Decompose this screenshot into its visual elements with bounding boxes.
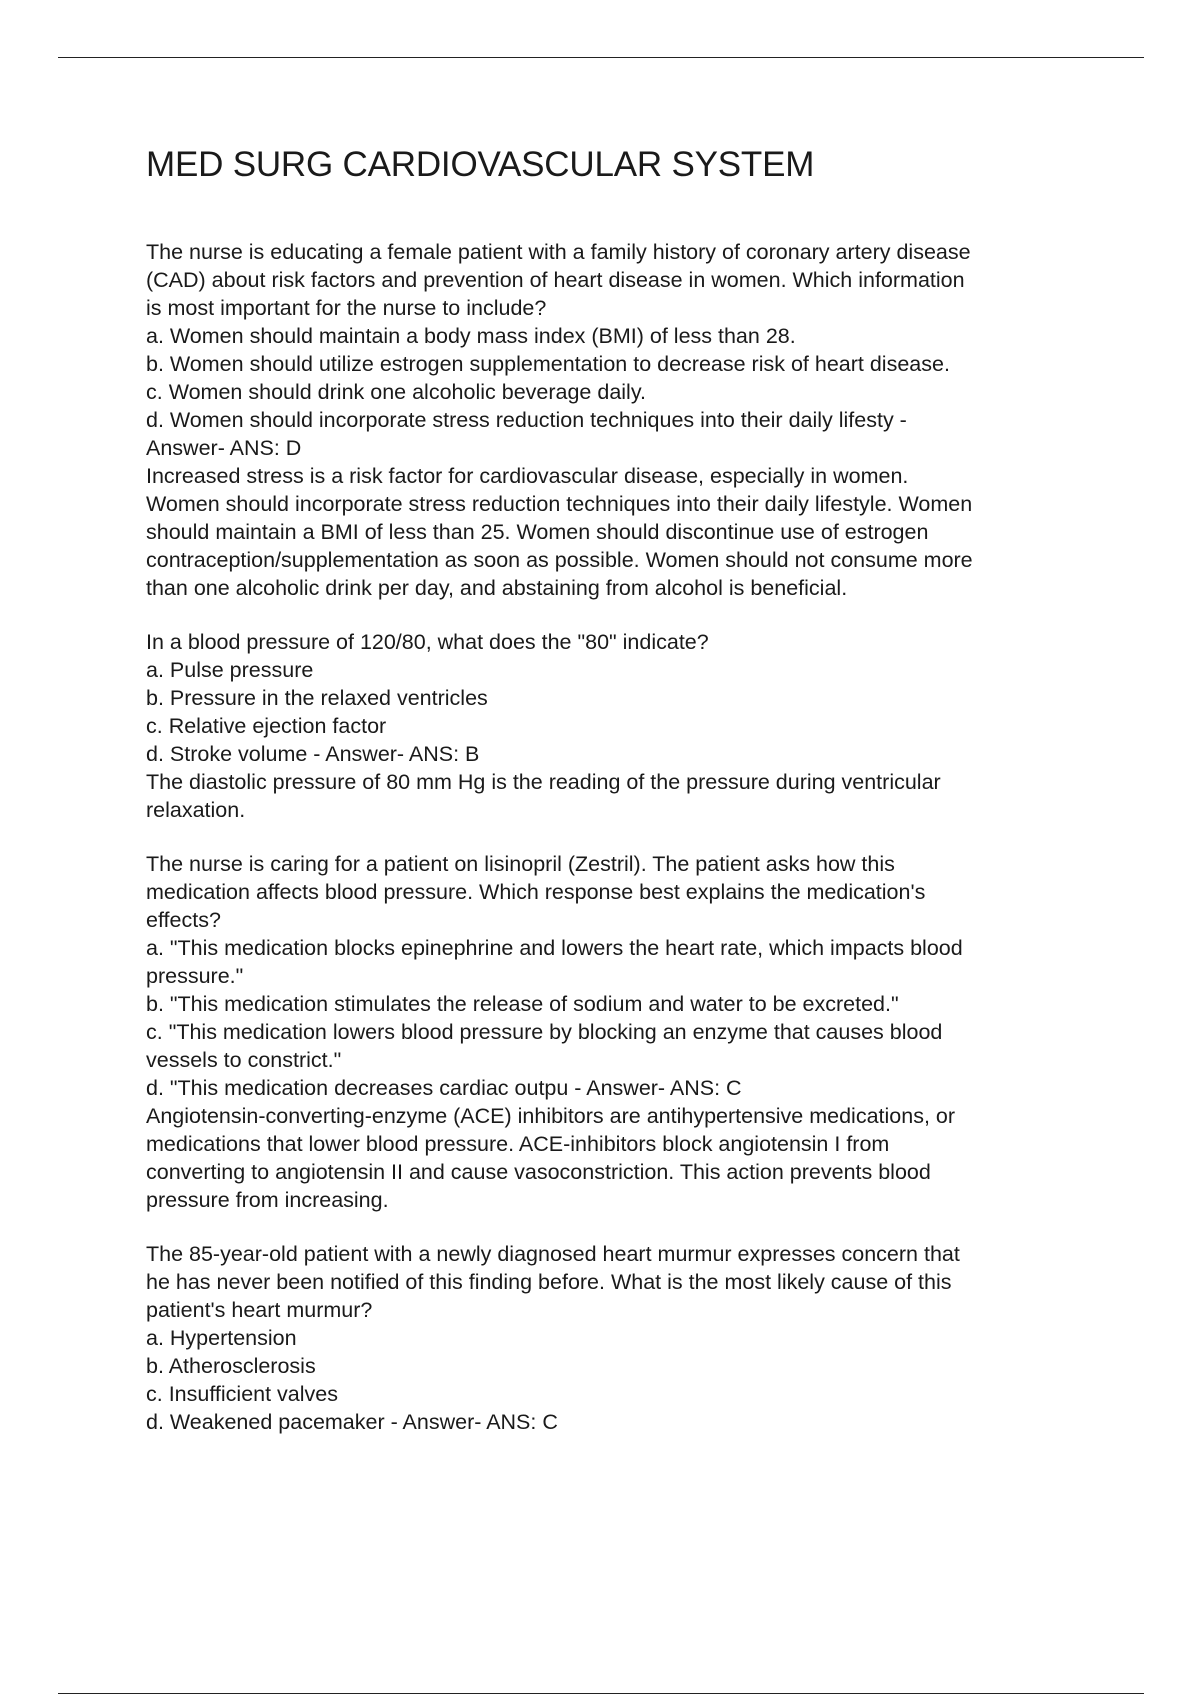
answer-key: Answer- ANS: D xyxy=(146,436,302,460)
question-block-3 xyxy=(146,850,1086,1214)
rationale-line: converting to angiotensin II and cause vasoconstriction. This action prevents blood xyxy=(146,1160,931,1184)
answer-option: vessels to constrict." xyxy=(146,1048,342,1072)
question-stem-line: effects? xyxy=(146,908,221,932)
question-block-2 xyxy=(146,628,1086,824)
rationale-line: medications that lower blood pressure. ACE-inhibitors block angiotensin I from xyxy=(146,1132,890,1156)
question-stem-line: medication affects blood pressure. Which response best explains the medication's xyxy=(146,880,926,904)
question-stem-line: The nurse is caring for a patient on lisinopril (Zestril). The patient asks how this xyxy=(146,852,895,876)
rationale-line: relaxation. xyxy=(146,798,246,822)
question-stem-line: he has never been notified of this finding before. What is the most likely cause of this xyxy=(146,1270,952,1294)
answer-option: b. Atherosclerosis xyxy=(146,1354,316,1378)
rationale-line: Increased stress is a risk factor for cardiovascular disease, especially in women. xyxy=(146,464,909,488)
question-block-1 xyxy=(146,238,1086,602)
rationale-line: The diastolic pressure of 80 mm Hg is the reading of the pressure during ventricular xyxy=(146,770,941,794)
question-stem-line: In a blood pressure of 120/80, what does the "80" indicate? xyxy=(146,630,709,654)
answer-option: a. Hypertension xyxy=(146,1326,297,1350)
answer-option: a. "This medication blocks epinephrine and lowers the heart rate, which impacts blood xyxy=(146,936,963,960)
answer-option: pressure." xyxy=(146,964,244,988)
answer-option: d. Weakened pacemaker - Answer- ANS: C xyxy=(146,1410,558,1434)
answer-option: d. Stroke volume - Answer- ANS: B xyxy=(146,742,480,766)
answer-option: c. "This medication lowers blood pressure by blocking an enzyme that causes blood xyxy=(146,1020,943,1044)
answer-option: b. Women should utilize estrogen supplementation to decrease risk of heart disease. xyxy=(146,352,950,376)
answer-option: c. Women should drink one alcoholic beverage daily. xyxy=(146,380,646,404)
answer-option: a. Pulse pressure xyxy=(146,658,314,682)
question-stem-line: is most important for the nurse to include? xyxy=(146,296,547,320)
page-title: MED SURG CARDIOVASCULAR SYSTEM xyxy=(146,145,815,184)
rationale-line: pressure from increasing. xyxy=(146,1188,389,1212)
answer-option: c. Insufficient valves xyxy=(146,1382,338,1406)
question-stem-line: The nurse is educating a female patient with a family history of coronary artery disease xyxy=(146,240,971,264)
answer-option: d. "This medication decreases cardiac outpu - Answer- ANS: C xyxy=(146,1076,742,1100)
question-stem-line: (CAD) about risk factors and prevention of heart disease in women. Which information xyxy=(146,268,965,292)
answer-option: a. Women should maintain a body mass index (BMI) of less than 28. xyxy=(146,324,796,348)
answer-option: d. Women should incorporate stress reduction techniques into their daily lifesty - xyxy=(146,408,907,432)
answer-option: b. "This medication stimulates the release of sodium and water to be excreted." xyxy=(146,992,899,1016)
question-stem-line: The 85-year-old patient with a newly diagnosed heart murmur expresses concern that xyxy=(146,1242,960,1266)
rationale-line: Women should incorporate stress reduction techniques into their daily lifestyle. Women xyxy=(146,492,973,516)
answer-option: c. Relative ejection factor xyxy=(146,714,387,738)
page-content xyxy=(146,142,1086,1462)
question-block-4 xyxy=(146,1240,1086,1436)
answer-option: b. Pressure in the relaxed ventricles xyxy=(146,686,488,710)
rationale-line: than one alcoholic drink per day, and abstaining from alcohol is beneficial. xyxy=(146,576,848,600)
header-rule xyxy=(58,57,1144,58)
footer-rule xyxy=(58,1693,1144,1694)
rationale-line: Angiotensin-converting-enzyme (ACE) inhibitors are antihypertensive medications, or xyxy=(146,1104,956,1128)
rationale-line: contraception/supplementation as soon as possible. Women should not consume more xyxy=(146,548,973,572)
rationale-line: should maintain a BMI of less than 25. Women should discontinue use of estrogen xyxy=(146,520,929,544)
question-stem-line: patient's heart murmur? xyxy=(146,1298,373,1322)
